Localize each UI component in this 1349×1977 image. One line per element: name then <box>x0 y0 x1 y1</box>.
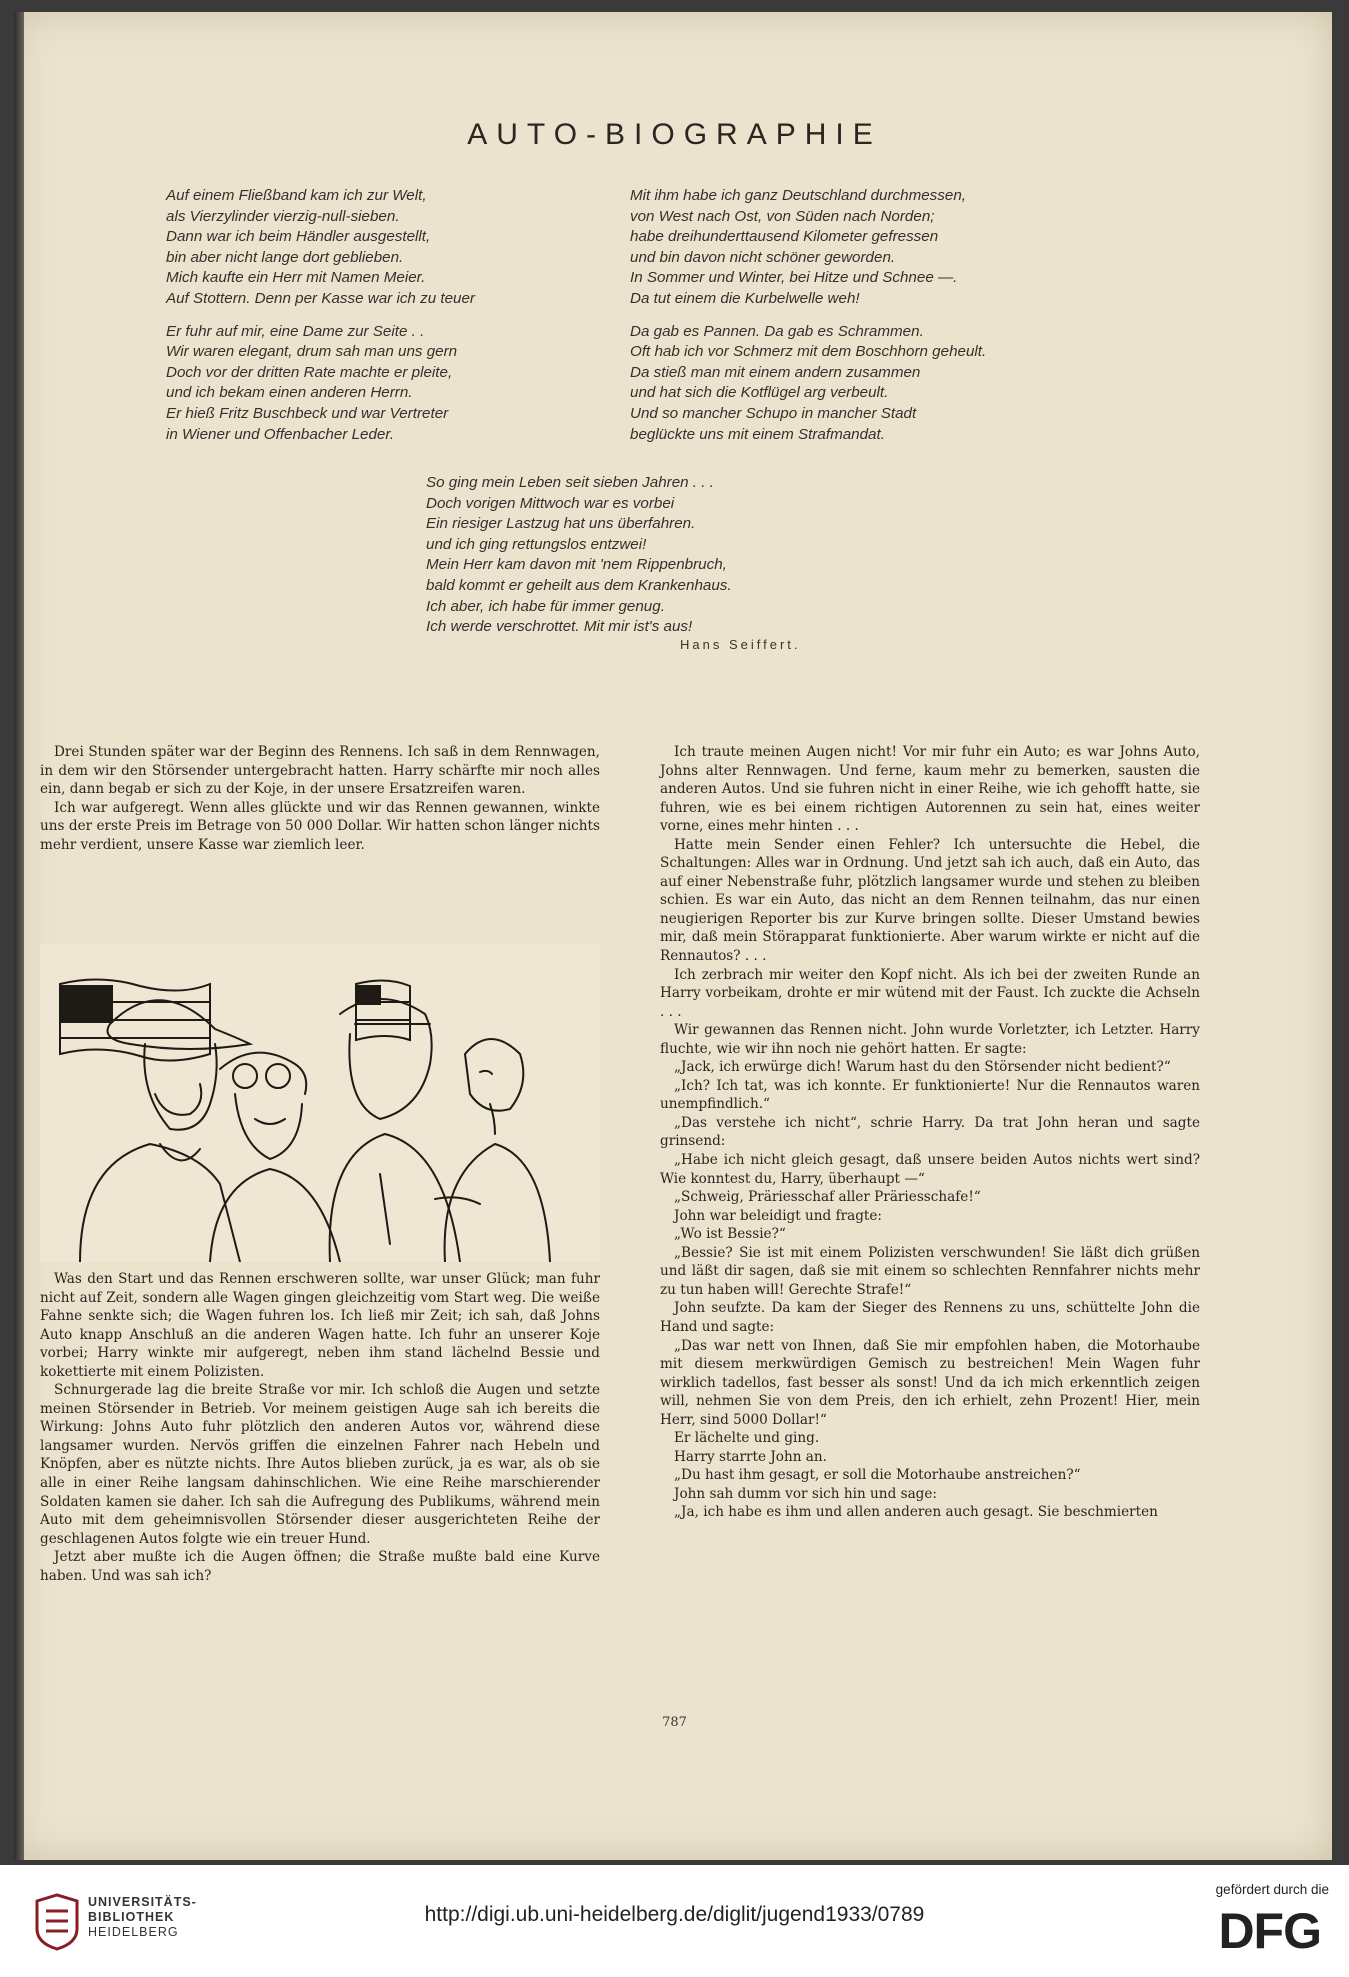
prose-left-bottom-column <box>40 1270 600 1585</box>
poem-line: In Sommer und Winter, bei Hitze und Schnee —. <box>630 269 958 287</box>
library-line-1: UNIVERSITÄTS- <box>88 1895 197 1909</box>
paragraph: „Jack, ich erwürge dich! Warum hast du den Störsender nicht bedient?“ <box>674 1059 1171 1076</box>
source-url-link[interactable]: http://digi.ub.uni-heidelberg.de/diglit/jugend1933/0789 <box>424 1903 925 1926</box>
paragraph: „Ich? Ich tat, was ich konnte. Er funktionierte! Nur die Rennautos waren unempfindlich.“ <box>660 1077 1200 1113</box>
poem-line: Oft hab ich vor Schmerz mit dem Boschhorn geheult. <box>630 343 987 361</box>
page-spine-edge <box>14 12 24 1860</box>
paragraph: „Das war nett von Ihnen, daß Sie mir empfohlen haben, die Motorhaube mit diesem merkwürdigen Gemisch zu bestreichen! Mein Wagen fuhr wirklich tadellos, fast besser als sonst! Und da ich mich erkenntlich zeigen will, nehmen Sie von dem Preis, den ich erhielt, zehn Prozent! Hier, mein Herr, sind 5000 Dollar!“ <box>660 1337 1200 1428</box>
poem-line: bald kommt er geheilt aus dem Krankenhaus. <box>426 576 732 594</box>
poem-left-column <box>166 186 475 445</box>
paragraph: John sah dumm vor sich hin und sage: <box>674 1485 937 1502</box>
paragraph: John war beleidigt und fragte: <box>674 1207 883 1224</box>
paragraph: Drei Stunden später war der Beginn des Rennens. Ich saß in dem Rennwagen, in dem wir den Störsender untergebracht hatten. Harry schärfte mir noch alles ein, dann begab er sich zu der Koje, in der unsere Ersatzreifen waren. <box>40 744 600 798</box>
poem-line: Dann war ich beim Händler ausgestellt, <box>166 228 431 246</box>
poem-line: und hat sich die Kotflügel arg verbeult. <box>630 384 889 402</box>
poem-line: und ich ging rettungslos entzwei! <box>426 535 647 553</box>
poem-line: Ich werde verschrottet. Mit mir ist's aus! <box>426 618 693 636</box>
poem-line: von West nach Ost, von Süden nach Norden; <box>630 207 935 225</box>
poem-line: Auf einem Fließband kam ich zur Welt, <box>166 187 427 204</box>
poem-line: Mich kaufte ein Herr mit Namen Meier. <box>166 269 426 287</box>
paragraph: „Ja, ich habe es ihm und allen anderen auch gesagt. Sie beschmierten <box>674 1504 1158 1521</box>
poem-line: Ich aber, ich habe für immer genug. <box>426 597 665 615</box>
poem-line: und bin davon nicht schöner geworden. <box>630 248 896 266</box>
poem-line: Da gab es Pannen. Da gab es Schrammen. <box>630 322 924 340</box>
paragraph: „Wo ist Bessie?“ <box>674 1226 786 1243</box>
poem-line <box>166 310 475 322</box>
paragraph: „Bessie? Sie ist mit einem Polizisten verschwunden! Sie läßt dich grüßen und läßt dir sagen, daß sie mit einem so schlechten Rennfahrer nichts mehr zu tun haben will! Gerechte Strafe!“ <box>660 1244 1200 1298</box>
poem-line: Da stieß man mit einem andern zusammen <box>630 363 921 381</box>
funding-caption: gefördert durch die <box>1215 1882 1329 1897</box>
poem-right-column <box>630 186 986 445</box>
poem-line <box>630 310 986 322</box>
paragraph: Jetzt aber mußte ich die Augen öffnen; die Straße mußte bald eine Kurve haben. Und was sah ich? <box>40 1549 600 1584</box>
poem-line: Und so mancher Schupo in mancher Stadt <box>630 404 917 422</box>
poem-line: Er hieß Fritz Buschbeck und war Vertreter <box>166 404 449 422</box>
poem-line: als Vierzylinder vierzig-null-sieben. <box>166 207 400 225</box>
page-number: 787 <box>662 1715 687 1730</box>
poem-line: Doch vor der dritten Rate machte er pleite, <box>166 363 453 381</box>
poem-line: bin aber nicht lange dort geblieben. <box>166 248 404 266</box>
paragraph: Harry starrte John an. <box>674 1448 827 1465</box>
paragraph: John seufzte. Da kam der Sieger des Rennens zu uns, schüttelte John die Hand und sagte: <box>660 1300 1200 1335</box>
poem-line: Er fuhr auf mir, eine Dame zur Seite . . <box>166 322 425 340</box>
paragraph: Schnurgerade lag die breite Straße vor mir. Ich schloß die Augen und setzte meinen Störsender in Betrieb. Vor meinem geistigen Auge sah ich bereits die Wirkung: Johns Auto fuhr plötzlich den anderen Autos vor, während diese langsamer wurden. Nervös griffen die einzelnen Fahrer nach Hebeln und Knöpfen, aber es nützte nichts. Ihre Autos blieben zurück, ja es war, als ob sie alle in einer Reihe langsam dahinschlichen. Wie eine Reihe marschierender Soldaten kamen sie daher. Ich sah die Aufregung des Publikums, während mein Auto mit dem geheimnisvollen Störsender dieser ausgerichteten Reihe der geschlagenen Autos folgte wie ein treuer Hund. <box>40 1382 600 1547</box>
poem-author: Hans Seiffert. <box>680 637 801 652</box>
paragraph: Was den Start und das Rennen erschweren sollte, war unser Glück; man fuhr nicht auf Zeit, sondern alle Wagen gingen gleichzeitig vom Start weg. Die weiße Fahne senkte sich; die Wagen fuhren los. Ich ließ mir Zeit; ich sah, daß Johns Auto knapp Anschluß an die anderen Wagen hatte. Ich fuhr an unserer Koje vorbei; Harry winkte mir aufgeregt, neben ihm stand lächelnd Bessie und kokettierte mit einem Polizisten. <box>40 1271 600 1380</box>
paragraph: Ich war aufgeregt. Wenn alles glückte und wir das Rennen gewannen, winkte uns der erste Preis im Betrage von 50 000 Dollar. Wir hatten schon länger nichts mehr verdient, unsere Kasse war ziemlich leer. <box>40 799 600 853</box>
poem-line: So ging mein Leben seit sieben Jahren . . . <box>426 474 714 491</box>
prose-right-column <box>660 743 1200 1522</box>
paragraph: „Schweig, Präriesschaf aller Präriesschafe!“ <box>674 1189 981 1206</box>
poem-line: beglückte uns mit einem Strafmandat. <box>630 425 885 443</box>
poem-line: habe dreihunderttausend Kilometer gefressen <box>630 228 939 246</box>
article-title: AUTO-BIOGRAPHIE <box>467 118 882 151</box>
poem-line: Auf Stottern. Denn per Kasse war ich zu teuer <box>166 289 475 307</box>
poem-line: Wir waren elegant, drum sah man uns gern <box>166 343 458 361</box>
poem-line: Da tut einem die Kurbelwelle weh! <box>630 289 860 307</box>
prose-left-top-column <box>40 743 600 854</box>
poem-line: Ein riesiger Lastzug hat uns überfahren. <box>426 515 696 533</box>
paragraph: Wir gewannen das Rennen nicht. John wurde Vorletzter, ich Letzter. Harry fluchte, wie wir ihn noch nie gehört hatten. Er sagte: <box>660 1022 1200 1057</box>
poem-line: Mit ihm habe ich ganz Deutschland durchmessen, <box>630 187 966 204</box>
poem-line: Mein Herr kam davon mit 'nem Rippenbruch, <box>426 556 727 574</box>
poem-line: in Wiener und Offenbacher Leder. <box>166 425 395 443</box>
paragraph: Hatte mein Sender einen Fehler? Ich untersuchte die Hebel, die Schaltungen: Alles war in Ordnung. Und jetzt sah ich auch, daß ein Auto, das auf einer Nebenstraße fuhr, plötzlich langsamer wurde und stehen zu bleiben schien. Es war ein Auto, das nicht an dem Rennen teilnahm, das nur einen neugierigen Reporter bis zur Kurve bringen sollte. Dieser Umstand bewies mir, daß mein Störapparat funktionierte. Aber warum wirkte er nicht auf die Rennautos? . . . <box>660 836 1200 965</box>
library-line-2: BIBLIOTHEK <box>88 1910 175 1924</box>
paragraph: „Das verstehe ich nicht“, schrie Harry. Da trat John heran und sagte grinsend: <box>660 1114 1200 1150</box>
paragraph: „Habe ich nicht gleich gesagt, daß unsere beiden Autos nichts wert sind? Wie konntest du, Harry, überhaupt —“ <box>660 1152 1200 1187</box>
poem-line: Doch vorigen Mittwoch war es vorbei <box>426 494 675 512</box>
dfg-logo: DFG <box>1218 1903 1321 1959</box>
poem-closing-stanza <box>426 473 732 638</box>
race-illustration <box>40 944 600 1262</box>
paragraph: „Du hast ihm gesagt, er soll die Motorhaube anstreichen?“ <box>674 1467 1081 1484</box>
poem-line: und ich bekam einen anderen Herrn. <box>166 384 413 402</box>
library-line-3: HEIDELBERG <box>88 1925 179 1939</box>
paragraph: Ich zerbrach mir weiter den Kopf nicht. Als ich bei der zweiten Runde an Harry vorbeikam, drohte er mir wütend mit der Faust. Ich zuckte die Achseln . . . <box>660 966 1200 1020</box>
paragraph: Ich traute meinen Augen nicht! Vor mir fuhr ein Auto; es war Johns Auto, Johns alter Rennwagen. Und ferne, kaum mehr zu bemerken, sausten die anderen Autos. Und sie fuhren nicht in einer Reihe, wie ich gehofft hatte, sie fuhren, wie es bei einem richtigen Autorennen zu sein hat, eines weiter vorne, eines mehr hinten . . . <box>660 744 1200 835</box>
paragraph: Er lächelte und ging. <box>674 1430 820 1447</box>
